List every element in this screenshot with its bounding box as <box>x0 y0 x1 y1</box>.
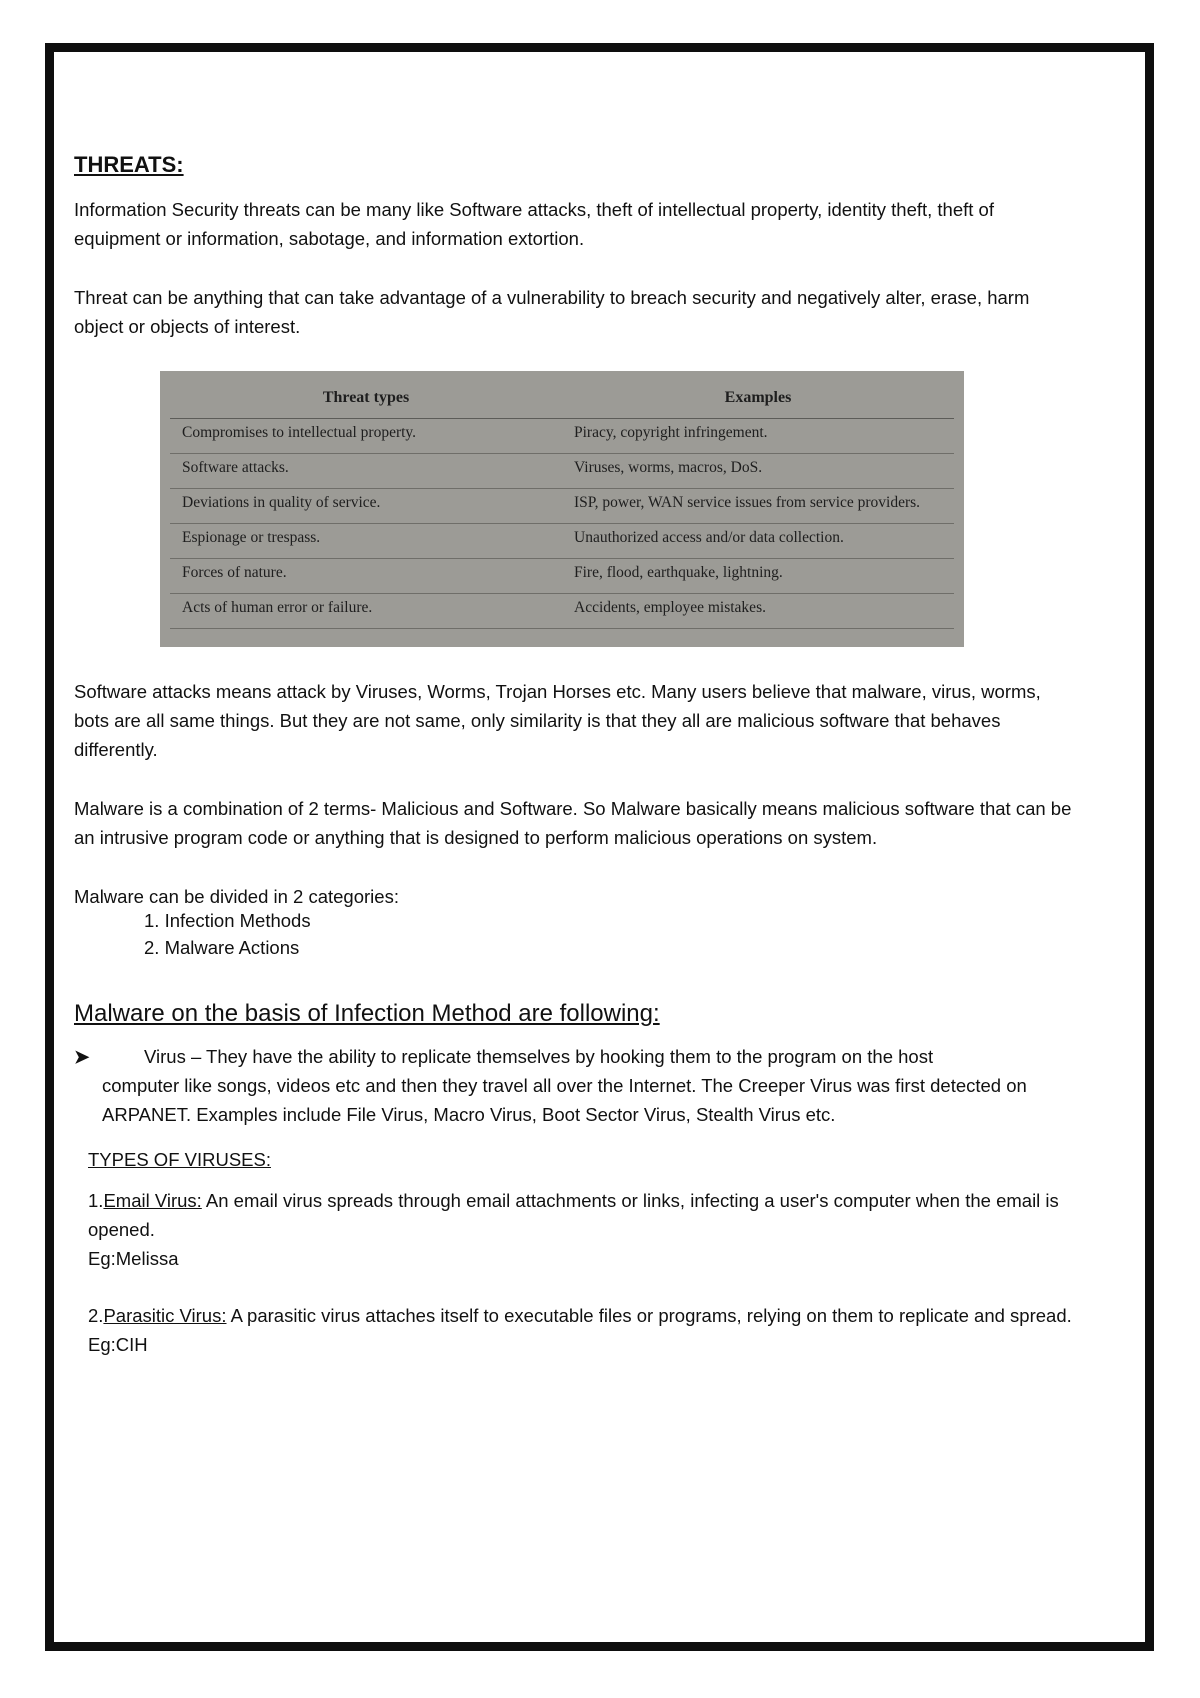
paragraph-software-attacks: Software attacks means attack by Viruses, Worms, Trojan Horses etc. Many users believe that malware, virus, worms, bots are all same things. But they are not same, only similarity is that they all are malicious software that behaves differently. <box>74 681 1041 760</box>
header-threat-types: Threat types <box>170 377 562 419</box>
table-header-row <box>170 377 954 419</box>
email-virus-label: Email Virus: <box>103 1190 202 1211</box>
table-row <box>170 524 954 559</box>
parasitic-virus-item <box>88 1301 1074 1359</box>
threat-type-cell: Espionage or trespass. <box>170 524 562 559</box>
table-row <box>170 594 954 629</box>
table-row <box>170 419 954 454</box>
table-row <box>170 454 954 489</box>
email-virus-example: Eg:Melissa <box>88 1248 179 1269</box>
table-row <box>170 559 954 594</box>
example-cell: Unauthorized access and/or data collection. <box>562 524 954 559</box>
email-virus-description: An email virus spreads through email attachments or links, infecting a user's computer when the email is opened. <box>88 1190 1059 1240</box>
types-of-viruses-heading: TYPES OF VIRUSES: <box>88 1149 271 1170</box>
categories-list <box>144 907 1074 961</box>
threat-type-cell: Acts of human error or failure. <box>170 594 562 629</box>
example-cell: Piracy, copyright infringement. <box>562 419 954 454</box>
example-cell: Fire, flood, earthquake, lightning. <box>562 559 954 594</box>
parasitic-virus-label: Parasitic Virus: <box>103 1305 227 1326</box>
threat-types-table-image <box>160 371 964 647</box>
list-item: 2. Malware Actions <box>144 937 300 958</box>
header-examples: Examples <box>562 377 954 419</box>
email-virus-item <box>88 1186 1074 1273</box>
threat-type-cell: Compromises to intellectual property. <box>170 419 562 454</box>
virus-bullet-rest: computer like songs, videos etc and then they travel all over the Internet. The Creeper Virus was first detected on ARPANET. Examples include File Virus, Macro Virus, Boot Sector Virus, Stealth Virus etc. <box>102 1075 1027 1125</box>
threat-type-cell: Deviations in quality of service. <box>170 489 562 524</box>
arrow-bullet-icon: ➤ <box>74 1046 90 1067</box>
infection-method-heading: Malware on the basis of Infection Method are following: <box>74 1000 660 1027</box>
threat-type-cell: Software attacks. <box>170 454 562 489</box>
paragraph-threats-intro: Information Security threats can be many like Software attacks, theft of intellectual property, identity theft, theft of equipment or information, sabotage, and information extortion. <box>74 199 994 249</box>
example-cell: Viruses, worms, macros, DoS. <box>562 454 954 489</box>
virus-bullet <box>74 1042 1074 1129</box>
threat-types-table <box>170 377 954 629</box>
list-item: 1. Infection Methods <box>144 910 311 931</box>
parasitic-virus-description: A parasitic virus attaches itself to executable files or programs, relying on them to replicate and spread. <box>226 1305 1072 1326</box>
threats-heading: THREATS: <box>74 152 184 177</box>
example-cell: Accidents, employee mistakes. <box>562 594 954 629</box>
email-virus-number: 1. <box>88 1190 104 1211</box>
virus-bullet-first-line: Virus – They have the ability to replicate themselves by hooking them to the program on the host <box>144 1046 934 1067</box>
document-body <box>74 150 1074 1389</box>
table-row <box>170 489 954 524</box>
parasitic-virus-number: 2. <box>88 1305 104 1326</box>
paragraph-malware-definition: Malware is a combination of 2 terms- Malicious and Software. So Malware basically means malicious software that can be an intrusive program code or anything that is designed to perform malicious operations on system. <box>74 798 1072 848</box>
parasitic-virus-example: Eg:CIH <box>88 1334 148 1355</box>
example-cell: ISP, power, WAN service issues from service providers. <box>562 489 954 524</box>
paragraph-threat-definition: Threat can be anything that can take advantage of a vulnerability to breach security and negatively alter, erase, harm object or objects of interest. <box>74 287 1030 337</box>
paragraph-malware-categories: Malware can be divided in 2 categories: <box>74 886 399 907</box>
virus-types-section <box>88 1145 1074 1359</box>
threat-type-cell: Forces of nature. <box>170 559 562 594</box>
